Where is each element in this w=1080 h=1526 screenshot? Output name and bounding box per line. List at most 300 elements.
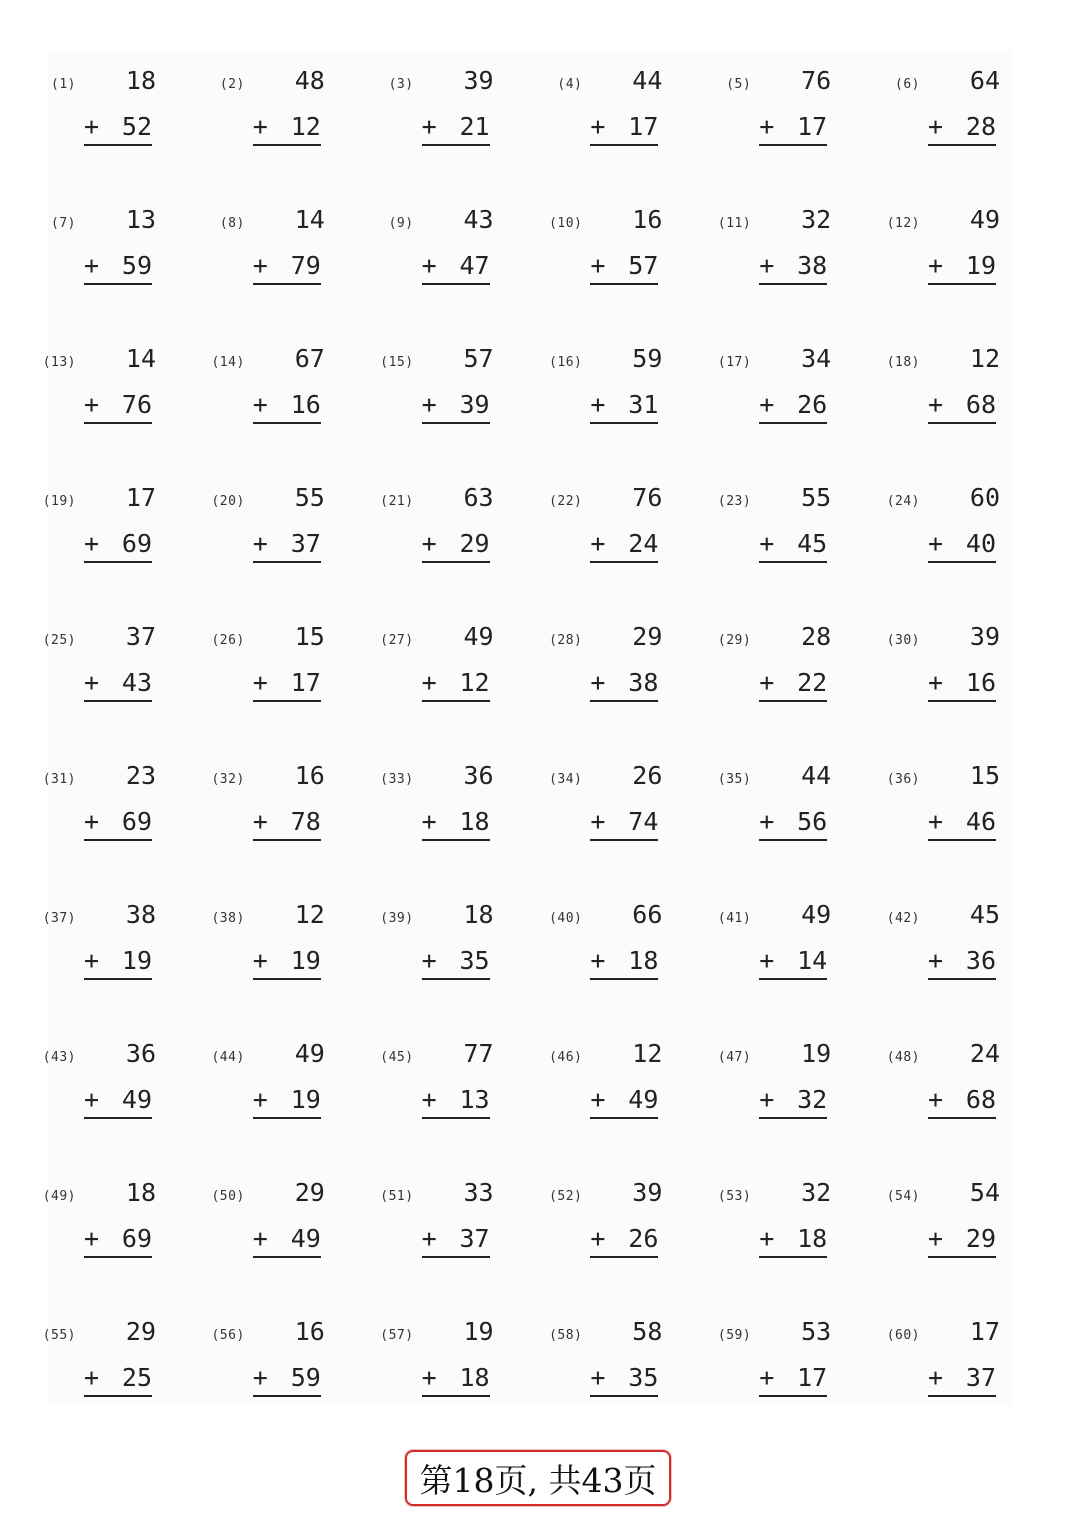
plus-sign: + (759, 668, 775, 697)
addend-line (928, 1224, 996, 1258)
addition-problem (882, 1170, 1022, 1280)
first-addend: 14 (125, 344, 156, 373)
addend-line (590, 1363, 658, 1397)
problem-number: (14) (211, 355, 245, 370)
addition-problem (376, 614, 516, 724)
plus-sign: + (759, 807, 775, 836)
plus-sign: + (590, 1224, 606, 1253)
second-addend: 18 (459, 807, 490, 836)
addition-problem (713, 58, 853, 168)
first-addend: 60 (969, 483, 1000, 512)
addition-problem (376, 336, 516, 446)
addition-problem (38, 58, 178, 168)
page-indicator (405, 1450, 671, 1506)
problem-number: (56) (211, 1328, 245, 1343)
addition-problem (38, 1031, 178, 1141)
addition-problem (544, 336, 684, 446)
plus-sign: + (759, 112, 775, 141)
plus-sign: + (421, 112, 437, 141)
second-addend: 69 (121, 807, 152, 836)
addend-line (759, 1085, 827, 1119)
problem-number: (36) (886, 772, 920, 787)
problem-number: (51) (380, 1189, 414, 1204)
first-addend: 12 (632, 1039, 663, 1068)
addition-problem (38, 475, 178, 585)
addend-line (253, 112, 321, 146)
plus-sign: + (421, 807, 437, 836)
addition-problem (544, 892, 684, 1002)
addend-line (590, 946, 658, 980)
second-addend: 19 (290, 1085, 321, 1114)
second-addend: 17 (628, 112, 659, 141)
plus-sign: + (928, 529, 944, 558)
plus-sign: + (84, 807, 100, 836)
problem-number: (58) (549, 1328, 583, 1343)
second-addend: 26 (628, 1224, 659, 1253)
plus-sign: + (84, 529, 100, 558)
first-addend: 12 (294, 900, 325, 929)
addition-problem (544, 1170, 684, 1280)
first-addend: 58 (632, 1317, 663, 1346)
second-addend: 25 (121, 1363, 152, 1392)
first-addend: 44 (632, 66, 663, 95)
addend-line (928, 529, 996, 563)
addend-line (84, 251, 152, 285)
plus-sign: + (759, 529, 775, 558)
addition-problem (207, 614, 347, 724)
problem-number: (45) (380, 1050, 414, 1065)
second-addend: 19 (965, 251, 996, 280)
second-addend: 52 (121, 112, 152, 141)
second-addend: 24 (628, 529, 659, 558)
plus-sign: + (590, 946, 606, 975)
addend-line (422, 390, 490, 424)
problem-number: (40) (549, 911, 583, 926)
plus-sign: + (928, 112, 944, 141)
addition-problem (713, 475, 853, 585)
plus-sign: + (252, 1363, 268, 1392)
plus-sign: + (759, 1363, 775, 1392)
problem-number: (13) (42, 355, 76, 370)
plus-sign: + (84, 1085, 100, 1114)
problem-number: (29) (717, 633, 752, 648)
problem-number: (57) (380, 1328, 414, 1343)
addition-problem (713, 1170, 853, 1280)
addition-problem (376, 892, 516, 1002)
plus-sign: + (421, 946, 437, 975)
second-addend: 16 (965, 668, 996, 697)
addend-line (422, 946, 490, 980)
plus-sign: + (84, 1224, 100, 1253)
second-addend: 68 (965, 1085, 996, 1114)
problem-number: (23) (717, 494, 752, 509)
addition-problem (207, 753, 347, 863)
problem-number: (6) (895, 77, 920, 92)
second-addend: 32 (797, 1085, 828, 1114)
plus-sign: + (84, 1363, 100, 1392)
first-addend: 53 (801, 1317, 832, 1346)
plus-sign: + (252, 807, 268, 836)
addend-line (84, 1085, 152, 1119)
first-addend: 36 (463, 761, 494, 790)
addition-problem (544, 1031, 684, 1141)
addend-line (422, 112, 490, 146)
plus-sign: + (590, 390, 606, 419)
first-addend: 64 (969, 66, 1000, 95)
addend-line (590, 807, 658, 841)
plus-sign: + (84, 251, 100, 280)
first-addend: 66 (632, 900, 663, 929)
addend-line (422, 1363, 490, 1397)
addition-problem (544, 1309, 684, 1419)
first-addend: 19 (801, 1039, 832, 1068)
plus-sign: + (421, 251, 437, 280)
problem-number: (5) (726, 77, 752, 92)
addition-problem (882, 336, 1022, 446)
addend-line (928, 251, 996, 285)
second-addend: 18 (459, 1363, 490, 1392)
problem-number: (7) (51, 216, 76, 231)
problem-number: (1) (51, 77, 76, 92)
addition-problem (38, 336, 178, 446)
first-addend: 39 (463, 66, 494, 95)
page-indicator-label: 第18页, 共43页 (419, 1460, 657, 1500)
addend-line (84, 390, 152, 424)
first-addend: 33 (463, 1178, 494, 1207)
problem-number: (48) (886, 1050, 920, 1065)
plus-sign: + (590, 529, 606, 558)
problem-number: (35) (717, 772, 752, 787)
first-addend: 17 (969, 1317, 1000, 1346)
second-addend: 19 (121, 946, 152, 975)
addend-line (928, 1085, 996, 1119)
first-addend: 19 (463, 1317, 494, 1346)
plus-sign: + (252, 668, 268, 697)
second-addend: 13 (459, 1085, 490, 1114)
second-addend: 69 (121, 529, 152, 558)
first-addend: 45 (969, 900, 1000, 929)
second-addend: 37 (290, 529, 321, 558)
second-addend: 79 (290, 251, 321, 280)
problem-number: (43) (42, 1050, 76, 1065)
problem-number: (44) (211, 1050, 245, 1065)
plus-sign: + (252, 1085, 268, 1114)
addend-line (928, 390, 996, 424)
problem-number: (55) (42, 1328, 76, 1343)
addition-problem (713, 1031, 853, 1141)
first-addend: 57 (463, 344, 494, 373)
addend-line (253, 1363, 321, 1397)
plus-sign: + (421, 668, 437, 697)
addend-line (253, 390, 321, 424)
second-addend: 17 (797, 1363, 828, 1392)
problem-number: (32) (211, 772, 245, 787)
first-addend: 76 (801, 66, 832, 95)
second-addend: 29 (965, 1224, 996, 1253)
plus-sign: + (928, 251, 944, 280)
addition-problem (713, 892, 853, 1002)
addition-problem (207, 336, 347, 446)
addition-problem (713, 336, 853, 446)
addend-line (253, 1085, 321, 1119)
second-addend: 47 (459, 251, 490, 280)
addition-problem (544, 197, 684, 307)
second-addend: 39 (459, 390, 490, 419)
problem-number: (16) (549, 355, 583, 370)
second-addend: 37 (965, 1363, 996, 1392)
problem-number: (21) (380, 494, 414, 509)
problem-number: (25) (42, 633, 76, 648)
addend-line (590, 112, 658, 146)
first-addend: 26 (632, 761, 663, 790)
addition-problem (713, 197, 853, 307)
problem-number: (27) (380, 633, 414, 648)
first-addend: 36 (125, 1039, 156, 1068)
addition-problem (207, 197, 347, 307)
problem-number: (28) (549, 633, 583, 648)
addition-problem (38, 753, 178, 863)
problem-number: (52) (549, 1189, 583, 1204)
addend-line (253, 807, 321, 841)
first-addend: 15 (969, 761, 1000, 790)
addend-line (590, 251, 658, 285)
problem-number: (19) (42, 494, 76, 509)
first-addend: 16 (294, 1317, 325, 1346)
plus-sign: + (928, 1085, 944, 1114)
addend-line (759, 1224, 827, 1258)
first-addend: 39 (969, 622, 1000, 651)
second-addend: 38 (628, 668, 659, 697)
second-addend: 59 (290, 1363, 321, 1392)
first-addend: 44 (801, 761, 832, 790)
first-addend: 29 (294, 1178, 325, 1207)
addend-line (422, 668, 490, 702)
first-addend: 16 (632, 205, 663, 234)
problem-number: (54) (886, 1189, 920, 1204)
second-addend: 28 (965, 112, 996, 141)
first-addend: 15 (294, 622, 325, 651)
addend-line (759, 807, 827, 841)
plus-sign: + (759, 1085, 775, 1114)
first-addend: 77 (463, 1039, 494, 1068)
addition-problem (544, 753, 684, 863)
plus-sign: + (252, 529, 268, 558)
second-addend: 78 (290, 807, 321, 836)
addition-problem (38, 892, 178, 1002)
second-addend: 18 (628, 946, 659, 975)
second-addend: 18 (797, 1224, 828, 1253)
first-addend: 28 (801, 622, 832, 651)
problem-number: (59) (717, 1328, 752, 1343)
plus-sign: + (421, 390, 437, 419)
addend-line (422, 807, 490, 841)
second-addend: 49 (121, 1085, 152, 1114)
problem-number: (30) (886, 633, 920, 648)
second-addend: 16 (290, 390, 321, 419)
plus-sign: + (928, 390, 944, 419)
addition-problem (376, 197, 516, 307)
first-addend: 29 (125, 1317, 156, 1346)
second-addend: 40 (965, 529, 996, 558)
addend-line (759, 251, 827, 285)
addend-line (590, 1085, 658, 1119)
second-addend: 76 (121, 390, 152, 419)
addend-line (590, 668, 658, 702)
second-addend: 46 (965, 807, 996, 836)
second-addend: 38 (797, 251, 828, 280)
problem-number: (37) (42, 911, 76, 926)
first-addend: 17 (125, 483, 156, 512)
addition-problem (38, 1309, 178, 1419)
second-addend: 49 (628, 1085, 659, 1114)
addition-problem (376, 475, 516, 585)
first-addend: 54 (969, 1178, 1000, 1207)
first-addend: 49 (969, 205, 1000, 234)
addend-line (84, 807, 152, 841)
second-addend: 17 (797, 112, 828, 141)
plus-sign: + (84, 390, 100, 419)
problem-number: (3) (388, 77, 414, 92)
problem-number: (4) (557, 77, 583, 92)
addition-problem (882, 58, 1022, 168)
addend-line (590, 390, 658, 424)
addend-line (84, 112, 152, 146)
plus-sign: + (252, 390, 268, 419)
problem-number: (39) (380, 911, 414, 926)
plus-sign: + (421, 529, 437, 558)
plus-sign: + (252, 112, 268, 141)
problem-number: (50) (211, 1189, 245, 1204)
first-addend: 55 (294, 483, 325, 512)
plus-sign: + (252, 251, 268, 280)
plus-sign: + (590, 112, 606, 141)
addend-line (590, 1224, 658, 1258)
plus-sign: + (928, 807, 944, 836)
addition-problem (544, 475, 684, 585)
problem-number: (38) (211, 911, 245, 926)
first-addend: 49 (801, 900, 832, 929)
second-addend: 35 (459, 946, 490, 975)
plus-sign: + (590, 807, 606, 836)
plus-sign: + (759, 946, 775, 975)
addition-problem (882, 197, 1022, 307)
plus-sign: + (928, 668, 944, 697)
addend-line (84, 529, 152, 563)
second-addend: 59 (121, 251, 152, 280)
addend-line (928, 1363, 996, 1397)
first-addend: 14 (294, 205, 325, 234)
second-addend: 19 (290, 946, 321, 975)
problem-number: (49) (42, 1189, 76, 1204)
first-addend: 13 (125, 205, 156, 234)
problem-number: (15) (380, 355, 414, 370)
plus-sign: + (928, 946, 944, 975)
problem-number: (11) (717, 216, 752, 231)
problem-number: (60) (886, 1328, 920, 1343)
first-addend: 23 (125, 761, 156, 790)
addend-line (253, 1224, 321, 1258)
addend-line (759, 112, 827, 146)
addition-problem (38, 614, 178, 724)
addend-line (253, 946, 321, 980)
addition-problem (38, 1170, 178, 1280)
first-addend: 18 (125, 66, 156, 95)
addition-problem (882, 614, 1022, 724)
second-addend: 26 (797, 390, 828, 419)
addend-line (84, 946, 152, 980)
addend-line (759, 946, 827, 980)
problem-number: (8) (219, 216, 245, 231)
second-addend: 56 (797, 807, 828, 836)
first-addend: 34 (801, 344, 832, 373)
first-addend: 43 (463, 205, 494, 234)
first-addend: 63 (463, 483, 494, 512)
second-addend: 74 (628, 807, 659, 836)
addition-problem (882, 1309, 1022, 1419)
addition-problem (376, 753, 516, 863)
problem-number: (12) (886, 216, 920, 231)
addition-problem (713, 614, 853, 724)
first-addend: 55 (801, 483, 832, 512)
first-addend: 67 (294, 344, 325, 373)
addition-problem (882, 753, 1022, 863)
addition-problem (376, 58, 516, 168)
problem-number: (53) (717, 1189, 752, 1204)
plus-sign: + (759, 1224, 775, 1253)
plus-sign: + (421, 1224, 437, 1253)
addition-problem (207, 58, 347, 168)
addition-problem (713, 1309, 853, 1419)
second-addend: 37 (459, 1224, 490, 1253)
problem-number: (9) (388, 216, 414, 231)
addition-problem (207, 1031, 347, 1141)
addend-line (590, 529, 658, 563)
addition-problem (882, 892, 1022, 1002)
first-addend: 32 (801, 1178, 832, 1207)
plus-sign: + (590, 251, 606, 280)
addend-line (759, 668, 827, 702)
second-addend: 17 (290, 668, 321, 697)
addend-line (928, 112, 996, 146)
addition-problem (882, 1031, 1022, 1141)
problem-number: (31) (42, 772, 76, 787)
problem-number: (20) (211, 494, 245, 509)
addition-problem (38, 197, 178, 307)
addend-line (253, 529, 321, 563)
problem-number: (2) (219, 77, 245, 92)
addend-line (422, 251, 490, 285)
problem-number: (17) (717, 355, 752, 370)
addend-line (422, 529, 490, 563)
plus-sign: + (590, 1085, 606, 1114)
problem-number: (26) (211, 633, 245, 648)
plus-sign: + (252, 1224, 268, 1253)
addition-problem (376, 1170, 516, 1280)
second-addend: 14 (797, 946, 828, 975)
addend-line (759, 529, 827, 563)
addend-line (253, 251, 321, 285)
first-addend: 18 (125, 1178, 156, 1207)
plus-sign: + (928, 1363, 944, 1392)
plus-sign: + (84, 112, 100, 141)
plus-sign: + (84, 668, 100, 697)
addend-line (928, 946, 996, 980)
addition-problem (207, 892, 347, 1002)
addend-line (84, 1224, 152, 1258)
problem-number: (47) (717, 1050, 752, 1065)
second-addend: 31 (628, 390, 659, 419)
plus-sign: + (252, 946, 268, 975)
